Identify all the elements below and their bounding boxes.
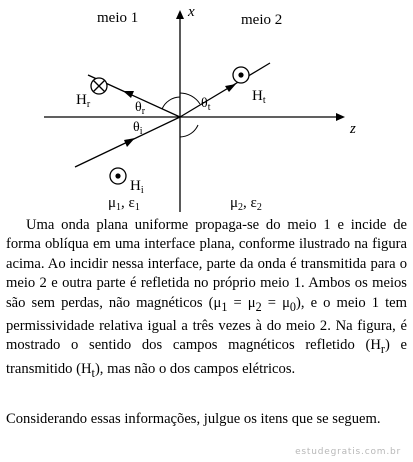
- z-axis-label: z: [350, 121, 356, 137]
- medium-2-properties: $\mu_2$, $\varepsilon_2$: [230, 195, 262, 213]
- theta-t-label: $\theta_t$: [201, 96, 211, 113]
- paragraph-text-a: Uma onda plana uniforme propaga-se do meio 1 e incide de forma oblíqua em uma interface plana, conforme ilustrado na figura acima. Ao incidir nessa interface, parte da onda é transmitida para o meio 2 e outra parte é refletida no próprio meio 1. Ambos os meios são sem perdas, não magnéticos (: [6, 217, 407, 311]
- theta-i-arc: [180, 125, 198, 137]
- z-axis-arrowhead: [336, 113, 345, 121]
- out-of-page-field-icon-hi: [110, 168, 126, 184]
- out-of-page-field-icon-ht: [233, 67, 249, 83]
- watermark: estudegratis.com.br: [295, 447, 401, 457]
- reflected-ray-arrowhead: [123, 91, 134, 98]
- theta-r-arc: [162, 97, 180, 109]
- x-axis-arrowhead: [176, 10, 184, 19]
- theta-i-label: $\theta_i$: [133, 120, 143, 137]
- theta-r-label: $\theta_r$: [135, 100, 146, 117]
- problem-paragraph: Uma onda plana uniforme propaga-se do meio 1 e incide de forma oblíqua em uma interface plana, conforme ilustrado na figura acima. Ao incidir nessa interface, parte da onda é transmitida para o meio 2 e outra parte é refletida no próprio meio 1. Ambos os meios são sem perdas, não magnéticos $(\mu_1 = \mu_2 = \mu_0)$, e o meio 1 tem permissividade relativa igual a três vezes à do meio 2. Na figura, é mostrado o sentido dos campos magnéticos refletido $(H_r)$ e transmitido $(H_t)$, mas não o dos campos elétricos.: [6, 217, 408, 380]
- into-page-field-icon: [91, 78, 107, 94]
- paragraph-text-b: ), e o meio 1 tem permissividade relativa igual a três vezes à do meio 2. Na figura, é mostrado o sentido dos campos magnéticos refletido (: [6, 294, 408, 354]
- hi-label: $H_i$: [130, 178, 144, 196]
- medium-1-properties: $\mu_1$, $\varepsilon_1$: [108, 195, 140, 213]
- medium-1-label: meio 1: [97, 10, 139, 26]
- incident-ray-arrowhead: [124, 138, 135, 147]
- theta-t-arc: [180, 93, 200, 104]
- medium-2-label: meio 2: [241, 12, 283, 28]
- instruction-paragraph: Considerando essas informações, julgue os itens que se seguem.: [6, 411, 381, 427]
- paragraph-text-d: ), mas não o dos campos elétricos.: [94, 360, 296, 377]
- x-axis-label: x: [188, 4, 195, 20]
- wave-incidence-diagram: [0, 0, 413, 215]
- transmitted-ray-arrowhead: [225, 84, 236, 92]
- ht-label: $H_t$: [252, 88, 266, 106]
- hr-label: $H_r$: [76, 92, 91, 110]
